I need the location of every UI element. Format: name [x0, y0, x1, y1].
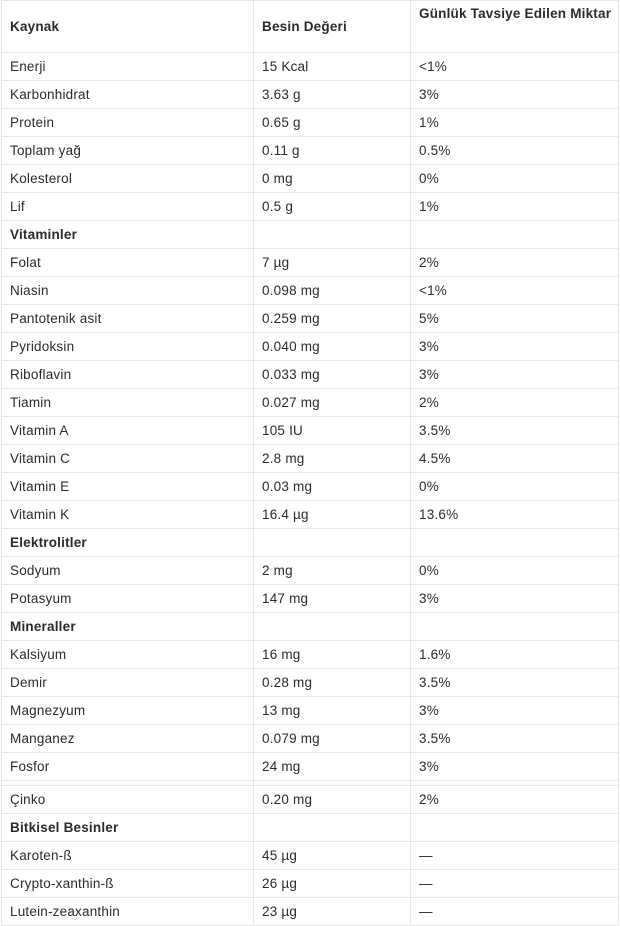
daily-value: 3% [411, 753, 619, 781]
table-row [2, 361, 619, 389]
nutrient-name: Karbonhidrat [2, 81, 254, 109]
nutrient-name: Vitamin A [2, 417, 254, 445]
nutrient-value: 147 mg [254, 585, 411, 613]
nutrient-name: Lif [2, 193, 254, 221]
daily-value: 3% [411, 585, 619, 613]
header-source: Kaynak [2, 1, 254, 53]
nutrient-name: Enerji [2, 53, 254, 81]
daily-value: 3.5% [411, 669, 619, 697]
table-row [2, 842, 619, 870]
nutrient-name: Riboflavin [2, 361, 254, 389]
nutrient-value: 23 µg [254, 898, 411, 926]
table-row [2, 501, 619, 529]
table-row [2, 277, 619, 305]
nutrient-value: 16.4 µg [254, 501, 411, 529]
nutrient-value: 0.20 mg [254, 786, 411, 814]
nutrient-value: 15 Kcal [254, 53, 411, 81]
table-row [2, 898, 619, 926]
table-row [2, 585, 619, 613]
table-row [2, 249, 619, 277]
nutrient-name: Lutein-zeaxanthin [2, 898, 254, 926]
daily-value: 0% [411, 557, 619, 585]
daily-value: 0% [411, 473, 619, 501]
daily-value: 1% [411, 109, 619, 137]
table-row [2, 193, 619, 221]
table-row [2, 137, 619, 165]
table-header [2, 1, 619, 53]
table-row [2, 305, 619, 333]
daily-value: 4.5% [411, 445, 619, 473]
daily-value: 0% [411, 165, 619, 193]
nutrient-value: 0.079 mg [254, 725, 411, 753]
nutrient-value: 7 µg [254, 249, 411, 277]
daily-value: 3% [411, 81, 619, 109]
daily-value: 5% [411, 305, 619, 333]
table-row [2, 445, 619, 473]
daily-value: 3% [411, 361, 619, 389]
daily-value [411, 613, 619, 641]
table-row [2, 473, 619, 501]
daily-value: — [411, 842, 619, 870]
daily-value: 2% [411, 249, 619, 277]
nutrient-name: Vitamin C [2, 445, 254, 473]
section-row [2, 613, 619, 641]
section-row [2, 529, 619, 557]
daily-value: 3.5% [411, 725, 619, 753]
daily-value [411, 529, 619, 557]
nutrient-name: Manganez [2, 725, 254, 753]
table-row [2, 81, 619, 109]
nutrient-name: Sodyum [2, 557, 254, 585]
daily-value: 3% [411, 697, 619, 725]
nutrient-value: 0.5 g [254, 193, 411, 221]
table-row [2, 697, 619, 725]
nutrient-value: 0.03 mg [254, 473, 411, 501]
nutrient-value [254, 529, 411, 557]
nutrient-value: 16 mg [254, 641, 411, 669]
nutrient-value: 26 µg [254, 870, 411, 898]
nutrient-name: Kolesterol [2, 165, 254, 193]
daily-value: 1% [411, 193, 619, 221]
nutrient-name: Toplam yağ [2, 137, 254, 165]
nutrient-value: 0.11 g [254, 137, 411, 165]
table-row [2, 870, 619, 898]
table-row [2, 641, 619, 669]
nutrient-value: 0.098 mg [254, 277, 411, 305]
section-title: Elektrolitler [2, 529, 254, 557]
nutrient-name: Çinko [2, 786, 254, 814]
table-row [2, 53, 619, 81]
nutrient-value: 0.040 mg [254, 333, 411, 361]
nutrient-value: 0.033 mg [254, 361, 411, 389]
nutrient-value: 0.65 g [254, 109, 411, 137]
daily-value: <1% [411, 53, 619, 81]
nutrient-name: Pyridoksin [2, 333, 254, 361]
table-row [2, 557, 619, 585]
nutrient-value: 0.28 mg [254, 669, 411, 697]
daily-value: 3% [411, 333, 619, 361]
nutrient-name: Tiamin [2, 389, 254, 417]
daily-value: — [411, 898, 619, 926]
table-row [2, 753, 619, 781]
nutrient-value: 0.259 mg [254, 305, 411, 333]
nutrient-name: Crypto-xanthin-ß [2, 870, 254, 898]
nutrient-name: Niasin [2, 277, 254, 305]
nutrient-name: Magnezyum [2, 697, 254, 725]
nutrient-value: 45 µg [254, 842, 411, 870]
daily-value [411, 814, 619, 842]
daily-value: 3.5% [411, 417, 619, 445]
nutrient-name: Demir [2, 669, 254, 697]
nutrient-name: Karoten-ß [2, 842, 254, 870]
nutrient-value: 3.63 g [254, 81, 411, 109]
daily-value: — [411, 870, 619, 898]
daily-value: 2% [411, 389, 619, 417]
daily-value: 0.5% [411, 137, 619, 165]
daily-value: 1.6% [411, 641, 619, 669]
nutrient-value: 0.027 mg [254, 389, 411, 417]
nutrient-name: Vitamin E [2, 473, 254, 501]
daily-value: 2% [411, 786, 619, 814]
nutrient-value [254, 613, 411, 641]
table-row [2, 669, 619, 697]
table-row [2, 165, 619, 193]
nutrient-value: 2.8 mg [254, 445, 411, 473]
table-row [2, 417, 619, 445]
daily-value: <1% [411, 277, 619, 305]
nutrient-name: Folat [2, 249, 254, 277]
section-title: Vitaminler [2, 221, 254, 249]
table-row [2, 389, 619, 417]
nutrient-name: Potasyum [2, 585, 254, 613]
nutrient-value: 13 mg [254, 697, 411, 725]
nutrient-name: Vitamin K [2, 501, 254, 529]
nutrient-value [254, 221, 411, 249]
header-row [2, 1, 619, 53]
section-row [2, 814, 619, 842]
nutrient-value [254, 814, 411, 842]
daily-value: 13.6% [411, 501, 619, 529]
nutrient-name: Fosfor [2, 753, 254, 781]
nutrition-table [1, 0, 619, 926]
daily-value [411, 221, 619, 249]
nutrient-value: 105 IU [254, 417, 411, 445]
nutrient-name: Protein [2, 109, 254, 137]
section-title: Bitkisel Besinler [2, 814, 254, 842]
nutrient-value: 24 mg [254, 753, 411, 781]
table-body [2, 53, 619, 926]
nutrient-value: 0 mg [254, 165, 411, 193]
table-row [2, 333, 619, 361]
section-row [2, 221, 619, 249]
header-daily-value: Günlük Tavsiye Edilen Miktar [411, 1, 619, 53]
table-row [2, 725, 619, 753]
nutrient-name: Pantotenik asit [2, 305, 254, 333]
nutrient-value: 2 mg [254, 557, 411, 585]
table-row [2, 109, 619, 137]
section-title: Mineraller [2, 613, 254, 641]
nutrient-name: Kalsiyum [2, 641, 254, 669]
table-row [2, 786, 619, 814]
header-value: Besin Değeri [254, 1, 411, 53]
